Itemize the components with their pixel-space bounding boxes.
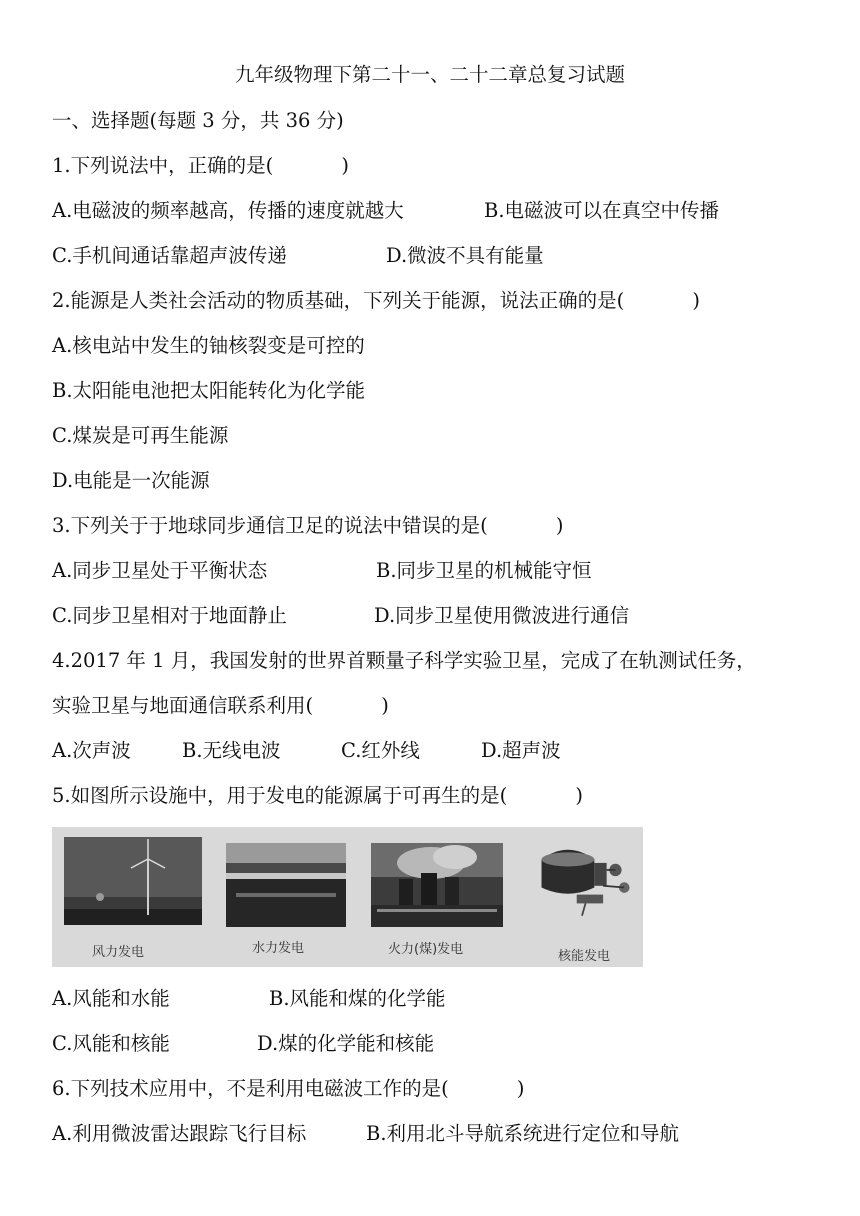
page-title: 九年级物理下第二十一、二十二章总复习试题 [234, 63, 625, 86]
question-5-option-c: C.风能和核能 [52, 1032, 170, 1055]
caption-coal-power: 火力(煤)发电 [388, 942, 464, 957]
question-4-stem-line-2: 实验卫星与地面通信联系利用( ) [52, 694, 389, 717]
wind-power-photo [64, 837, 202, 925]
question-3-option-b: B.同步卫星的机械能守恒 [376, 559, 592, 582]
question-2-option-c: C.煤炭是可再生能源 [52, 424, 229, 447]
question-4-option-d: D.超声波 [481, 739, 561, 762]
caption-wind-power: 风力发电 [92, 945, 145, 960]
power-generation-figure [52, 827, 643, 967]
coal-power-photo [371, 841, 503, 929]
question-2-option-d: D.电能是一次能源 [52, 469, 210, 492]
question-1-option-c: C.手机间通话靠超声波传递 [52, 244, 287, 267]
question-5-stem: 5.如图所示设施中，用于发电的能源属于可再生的是( ) [52, 784, 584, 807]
section-heading: 一、选择题(每题 3 分，共 36 分) [52, 109, 344, 132]
question-2-stem: 2.能源是人类社会活动的物质基础，下列关于能源，说法正确的是( ) [52, 289, 701, 312]
nuclear-power-diagram [526, 833, 638, 921]
question-1-option-a: A.电磁波的频率越高，传播的速度就越大 [52, 199, 404, 222]
question-3-option-a: A.同步卫星处于平衡状态 [52, 559, 268, 582]
question-1-stem: 1.下列说法中，正确的是( ) [52, 154, 350, 177]
question-4-option-b: B.无线电波 [182, 739, 281, 762]
caption-nuclear-power: 核能发电 [558, 949, 611, 964]
question-5-option-d: D.煤的化学能和核能 [257, 1032, 435, 1055]
question-5-option-a: A.风能和水能 [52, 987, 170, 1010]
question-6-option-a: A.利用微波雷达跟踪飞行目标 [52, 1122, 307, 1145]
question-2-option-a: A.核电站中发生的铀核裂变是可控的 [52, 334, 365, 357]
question-3-option-c: C.同步卫星相对于地面静止 [52, 604, 287, 627]
question-1-option-b: B.电磁波可以在真空中传播 [484, 199, 720, 222]
question-6-option-b: B.利用北斗导航系统进行定位和导航 [366, 1122, 680, 1145]
question-2-option-b: B.太阳能电池把太阳能转化为化学能 [52, 379, 366, 402]
question-1-option-d: D.微波不具有能量 [386, 244, 544, 267]
question-5-option-b: B.风能和煤的化学能 [269, 987, 446, 1010]
question-6-stem: 6.下列技术应用中，不是利用电磁波工作的是( ) [52, 1077, 525, 1100]
question-3-option-d: D.同步卫星使用微波进行通信 [374, 604, 630, 627]
question-4-option-a: A.次声波 [52, 739, 131, 762]
question-4-stem-line-1: 4.2017 年 1 月，我国发射的世界首颗量子科学实验卫星，完成了在轨测试任务， [52, 649, 756, 672]
question-4-option-c: C.红外线 [341, 739, 420, 762]
hydro-power-photo [226, 841, 346, 929]
caption-hydro-power: 水力发电 [252, 941, 305, 956]
question-3-stem: 3.下列关于于地球同步通信卫足的说法中错误的是( ) [52, 514, 564, 537]
